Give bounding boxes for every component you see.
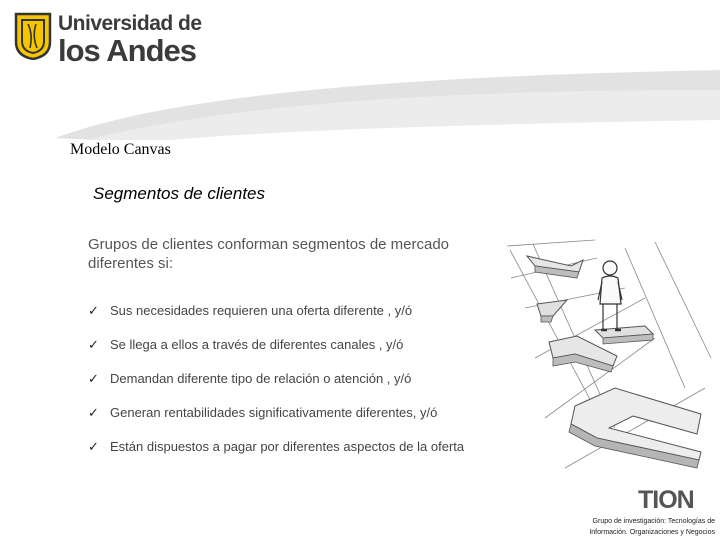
paths-illustration <box>505 238 717 470</box>
logo-text-line2: los Andes <box>58 33 196 68</box>
bullet-text: Sus necesidades requieren una oferta diferente , y/ó <box>110 303 413 318</box>
bullet-text: Están dispuestos a pagar por diferentes aspectos de la oferta <box>110 439 465 454</box>
list-item <box>88 405 464 439</box>
list-item <box>88 303 464 337</box>
slide-subtitle: Segmentos de clientes <box>93 184 265 203</box>
tion-logo-text: TION <box>638 486 694 514</box>
bullet-list <box>88 303 464 473</box>
university-shield-icon <box>14 12 52 60</box>
bullet-text: Generan rentabilidades significativamente diferentes, y/ó <box>110 405 438 420</box>
check-icon: ✓ <box>88 405 99 420</box>
bullet-text: Se llega a ellos a través de diferentes canales , y/ó <box>110 337 404 352</box>
bullet-text: Demandan diferente tipo de relación o atención , y/ó <box>110 371 412 386</box>
list-item <box>88 371 464 405</box>
tion-group-logo[interactable] <box>638 486 700 512</box>
group-caption: Grupo de investigación: Tecnologías de Información. Organizaciones y Negocios <box>589 518 715 536</box>
list-item <box>88 439 464 473</box>
check-icon: ✓ <box>88 337 99 352</box>
logo-text-line1: Universidad de <box>58 12 202 35</box>
check-icon: ✓ <box>88 439 99 454</box>
list-item <box>88 337 464 371</box>
check-icon: ✓ <box>88 303 99 318</box>
check-icon: ✓ <box>88 371 99 386</box>
slide-title: Modelo Canvas <box>70 141 171 158</box>
intro-text: Grupos de clientes conforman segmentos de mercado diferentes si: <box>88 236 450 272</box>
university-logo[interactable] <box>14 10 202 68</box>
